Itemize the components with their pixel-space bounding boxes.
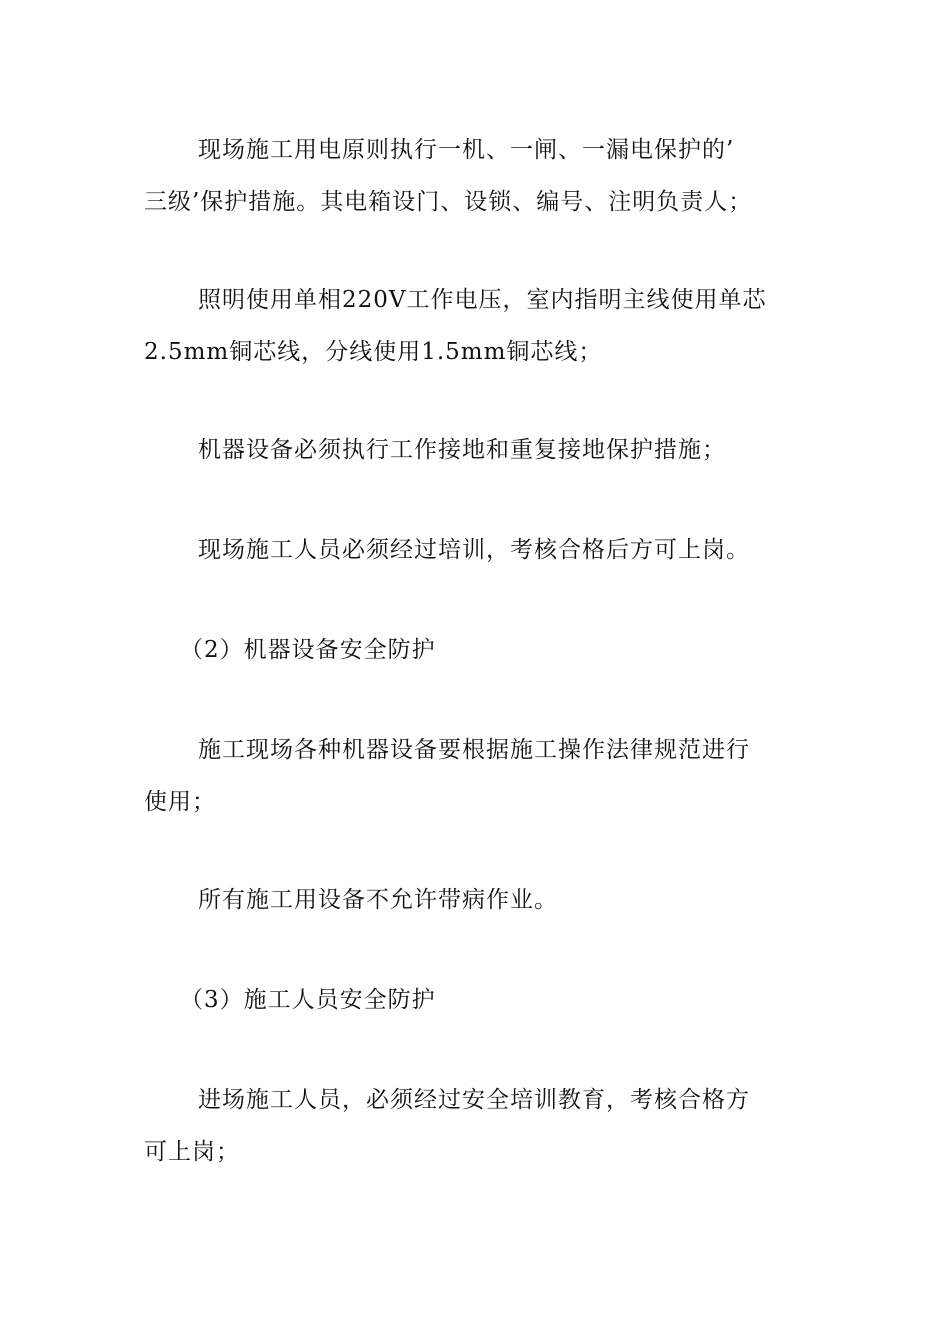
- text-line: 现场施工用电原则执行一机、一闸、一漏电保护的’: [198, 137, 735, 163]
- paragraph-lighting-voltage: [144, 274, 814, 378]
- text-line: 机器设备必须执行工作接地和重复接地保护措施；: [198, 437, 726, 463]
- text-line: 2.5mm铜芯线，分线使用1.5mm铜芯线；: [144, 339, 603, 365]
- text-line: 使用；: [144, 789, 216, 815]
- text-line: 可上岗；: [144, 1139, 240, 1165]
- text-line: 三级’保护措施。其电箱设门、设锁、编号、注明负责人；: [144, 189, 753, 215]
- paragraph-equipment-usage: [144, 724, 814, 828]
- text-line: 所有施工用设备不允许带病作业。: [198, 887, 558, 913]
- section-heading-machine-safety: [144, 624, 814, 676]
- text-line: 进场施工人员，必须经过安全培训教育，考核合格方: [198, 1087, 750, 1113]
- paragraph-site-entry-training: [144, 1074, 814, 1178]
- paragraph-no-faulty-equipment: [144, 874, 814, 926]
- text-line: 照明使用单相220V工作电压，室内指明主线使用单芯: [198, 287, 767, 313]
- section-heading-worker-safety: [144, 974, 814, 1026]
- paragraph-electrical-protection: [144, 124, 814, 228]
- section-heading: （3）施工人员安全防护: [180, 987, 436, 1013]
- text-line: 施工现场各种机器设备要根据施工操作法律规范进行: [198, 737, 750, 763]
- paragraph-worker-training: [144, 524, 814, 576]
- paragraph-grounding: [144, 424, 814, 476]
- text-line: 现场施工人员必须经过培训，考核合格后方可上岗。: [198, 537, 750, 563]
- section-heading: （2）机器设备安全防护: [180, 637, 436, 663]
